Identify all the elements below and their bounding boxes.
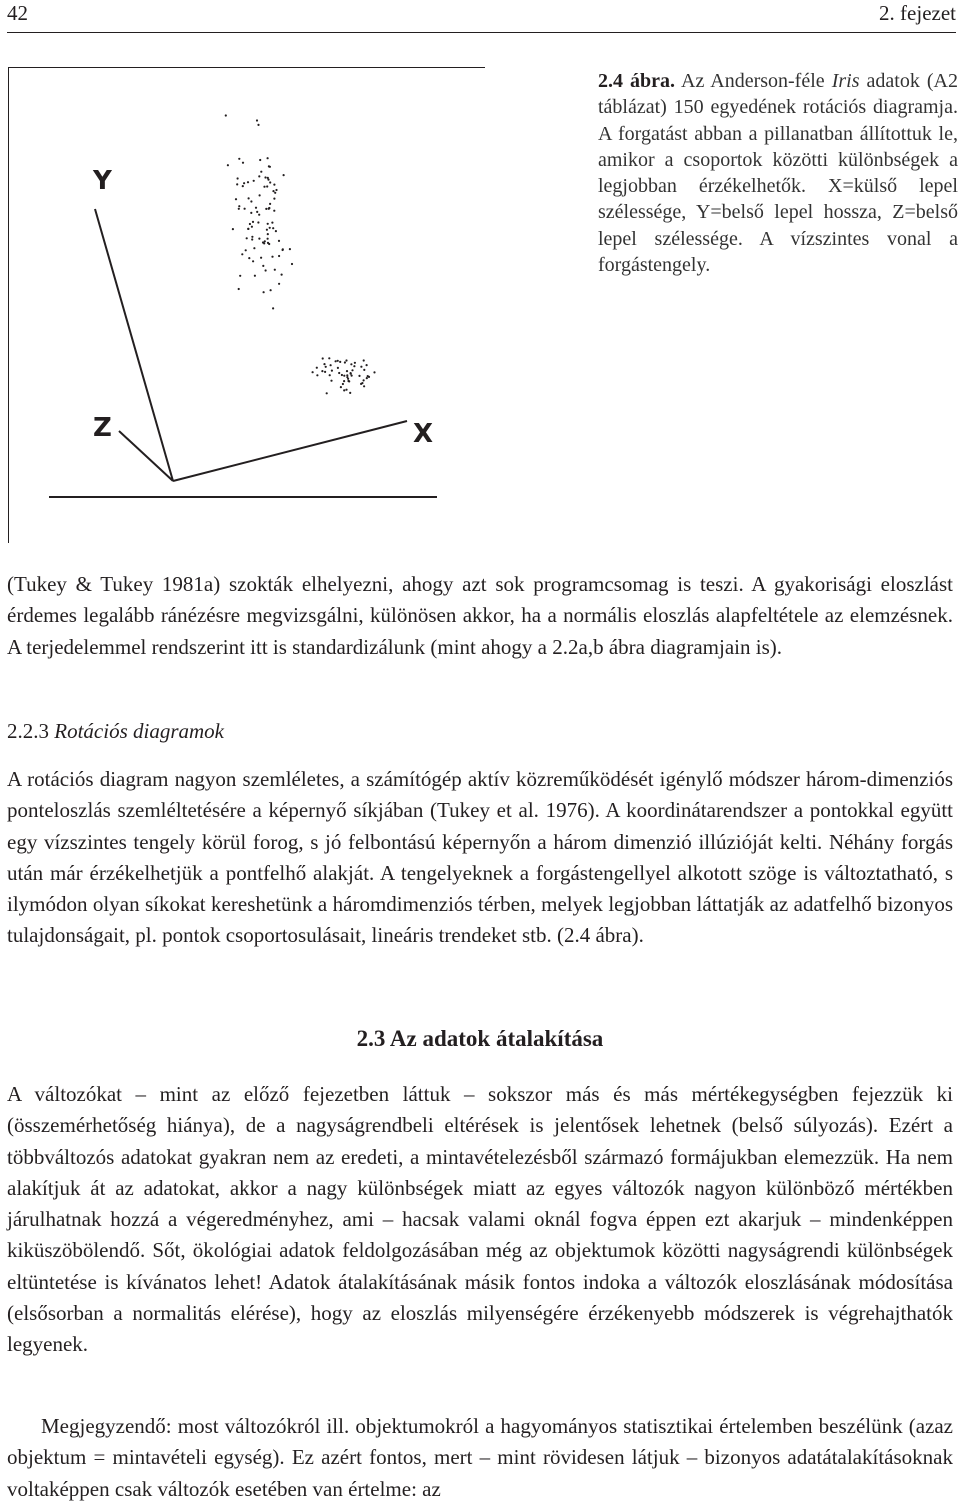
scatter-point: [274, 192, 276, 194]
scatter-point: [351, 369, 353, 371]
scatter-point: [243, 182, 245, 184]
scatter-point: [258, 175, 260, 177]
caption-label: 2.4 ábra.: [598, 70, 676, 92]
scatter-point: [238, 158, 240, 160]
scatter-point: [316, 374, 318, 376]
scatter-point: [335, 360, 337, 362]
scatter-point: [272, 307, 274, 309]
scatter-point: [328, 357, 330, 359]
scatter-point: [266, 185, 268, 187]
x-axis-line: [173, 421, 407, 481]
scatter-point: [265, 208, 267, 210]
subsection-heading: [7, 719, 224, 744]
scatter-point: [350, 363, 352, 365]
subsection-number: 2.2.3: [7, 719, 49, 743]
point-cloud-lower: [312, 357, 376, 394]
scatter-point: [242, 185, 244, 187]
scatter-point: [331, 370, 333, 372]
scatter-point: [358, 375, 360, 377]
scatter-point: [264, 240, 266, 242]
scatter-point: [251, 236, 253, 238]
scatter-point: [250, 212, 252, 214]
scatter-point: [281, 274, 283, 276]
axis-label-x: X: [413, 419, 434, 449]
paragraph-rotation: A rotációs diagram nagyon szemléletes, a számítógép aktív közreműködését igénylő módszer három-dimenziós ponteloszlás szemléltetésére a képernyő síkjában (Tukey et al. 1976). A koordinátarendszer a pontokkal együtt egy vízszintes tengely körül forog, s jó felbontású képernyőn a három dimenzió illúzióját kelti. Néhány forgás után már érzékelhetjük a pontfelhő alakját. A tengelyeknek a forgástengellyel alkotott szöge is változtatható, s ilymódon olyan síkokat kereshetünk a háromdimenziós térben, melyek legjobban láttatják az adatfelhő bizonyos tulajdonságait, pl. pontok csoportosulásait, lineáris trendeket stb. (2.4 ábra).: [7, 767, 953, 948]
axis-label-y: Y: [93, 166, 112, 196]
scatter-point: [341, 374, 343, 376]
scatter-point: [258, 238, 260, 240]
scatter-point: [339, 361, 341, 363]
caption-text-rest: adatok (A2 táblázat) 150 egyedének rotációs diagramja. A forgatást abban a pillanatban állítottuk le, amikor a csoportok közötti különbségek a legjobban érzékelhetők. X=külső lepel szélessége, Y=belső lepel hossza, Z=belső lepel szélessége. A vízszintes vonal a forgástengely.: [598, 70, 959, 277]
scatter-point: [269, 181, 271, 183]
scatter-point: [256, 211, 258, 213]
scatter-point: [268, 243, 270, 245]
scatter-point: [271, 222, 273, 224]
scatter-point: [246, 237, 248, 239]
scatter-point: [225, 114, 227, 116]
scatter-point: [345, 389, 347, 391]
subsection-title: Rotációs diagramok: [54, 719, 224, 743]
scatter-point: [269, 203, 271, 205]
scatter-point: [262, 265, 264, 267]
figure-caption: [598, 68, 958, 278]
scatter-point: [265, 269, 267, 271]
scatter-point: [345, 359, 347, 361]
scatter-point: [340, 386, 342, 388]
scatter-point: [239, 275, 241, 277]
scatter-point: [270, 289, 272, 291]
scatter-point: [342, 383, 344, 385]
scatter-point: [267, 177, 269, 179]
scatter-point: [251, 226, 253, 228]
scatter-point: [257, 221, 259, 223]
scatter-point: [322, 357, 324, 359]
scatter-point: [361, 382, 363, 384]
scatter-point: [338, 372, 340, 374]
scatter-point: [344, 361, 346, 363]
scatter-point: [259, 159, 261, 161]
scatter-point: [255, 207, 257, 209]
scatter-point: [273, 198, 275, 200]
scatter-point: [278, 283, 280, 285]
scatter-point: [264, 176, 266, 178]
scatter-point: [260, 171, 262, 173]
scatter-point: [278, 255, 280, 257]
scatter-point: [323, 363, 325, 365]
scatter-point: [257, 124, 259, 126]
scatter-point: [227, 164, 229, 166]
scatter-point: [351, 375, 353, 377]
scatter-point: [343, 375, 345, 377]
scatter-point: [366, 377, 368, 379]
scatter-point: [346, 370, 348, 372]
scatter-point: [232, 228, 234, 230]
scatter-point: [267, 233, 269, 235]
scatter-point: [251, 238, 253, 240]
rotation-diagram: [9, 68, 485, 543]
scatter-point: [248, 197, 250, 199]
scatter-point: [363, 379, 365, 381]
section-heading: 2.3 Az adatok átalakítása: [356, 1026, 604, 1051]
scatter-point: [271, 256, 273, 258]
scatter-point: [245, 249, 247, 251]
scatter-point: [347, 380, 349, 382]
scatter-point: [312, 371, 314, 373]
scatter-point: [248, 257, 250, 259]
scatter-point: [343, 389, 345, 391]
scatter-point: [263, 186, 265, 188]
scatter-point: [269, 227, 271, 229]
scatter-point: [353, 365, 355, 367]
page-number: 42: [7, 1, 28, 25]
scatter-point: [330, 380, 332, 382]
scatter-point: [237, 177, 239, 179]
scatter-point: [266, 229, 268, 231]
scatter-point: [321, 370, 323, 372]
scatter-point: [241, 253, 243, 255]
scatter-point: [368, 376, 370, 378]
scatter-point: [282, 248, 284, 250]
scatter-point: [349, 392, 351, 394]
scatter-point: [346, 376, 348, 378]
chapter-label: 2. fejezet: [879, 1, 956, 25]
caption-italic-term: Iris: [831, 70, 860, 92]
scatter-point: [289, 248, 291, 250]
scatter-point: [263, 291, 265, 293]
scatter-point: [267, 238, 269, 240]
scatter-point: [259, 194, 261, 196]
scatter-point: [252, 221, 254, 223]
rotation-diagram-figure: [8, 67, 485, 543]
scatter-point: [247, 181, 249, 183]
axis-label-z: Z: [93, 413, 112, 443]
scatter-point: [258, 214, 260, 216]
paragraph-note: Megjegyzendő: most változókról ill. objektumokról a hagyományos statisztikai értelemben beszélünk (azaz objektum = mintavételi egység). Ez azért fontos, mert – mint rövidesen látjuk – bizonyos adatátalakításoknak voltaképpen csak változók esetében van értelme: az: [7, 1414, 953, 1501]
scatter-point: [373, 371, 375, 373]
point-cloud-upper: [225, 114, 293, 309]
caption-text-start: Az Anderson-féle: [681, 70, 825, 92]
scatter-point: [262, 241, 264, 243]
scatter-point: [330, 364, 332, 366]
scatter-point: [360, 366, 362, 368]
scatter-point: [273, 184, 275, 186]
scatter-point: [275, 230, 277, 232]
scatter-point: [260, 257, 262, 259]
scatter-point: [242, 162, 244, 164]
scatter-point: [275, 189, 277, 191]
scatter-point: [366, 364, 368, 366]
scatter-point: [337, 360, 339, 362]
scatter-point: [343, 380, 345, 382]
scatter-point: [236, 183, 238, 185]
scatter-point: [254, 275, 256, 277]
scatter-point: [272, 190, 274, 192]
scatter-point: [267, 223, 269, 225]
scatter-point: [329, 374, 331, 376]
scatter-point: [249, 223, 251, 225]
scatter-point: [235, 198, 237, 200]
scatter-point: [272, 227, 274, 229]
scatter-point: [253, 180, 255, 182]
scatter-point: [267, 157, 269, 159]
scatter-point: [326, 392, 328, 394]
scatter-point: [283, 174, 285, 176]
scatter-point: [252, 260, 254, 262]
scatter-point: [363, 385, 365, 387]
scatter-point: [273, 210, 275, 212]
running-header: [7, 0, 956, 33]
scatter-point: [268, 208, 270, 210]
scatter-point: [350, 372, 352, 374]
scatter-point: [238, 205, 240, 207]
scatter-point: [363, 359, 365, 361]
scatter-point: [244, 208, 246, 210]
paragraph-tukey: (Tukey & Tukey 1981a) szokták elhelyezni, ahogy azt sok programcsomag is teszi. A gyakorisági eloszlást érdemes legalább ránézésre megvizsgálni, különösen akkor, ha a normális eloszlás alapfeltétele az elemzésnek. A terjedelemmel rendszerint itt is standardizálunk (mint ahogy a 2.2a,b ábra diagramjain is).: [7, 572, 953, 659]
scatter-point: [274, 269, 276, 271]
scatter-point: [250, 200, 252, 202]
scatter-point: [316, 367, 318, 369]
scatter-point: [238, 288, 240, 290]
scatter-point: [253, 247, 255, 249]
scatter-point: [337, 367, 339, 369]
scatter-point: [291, 263, 293, 265]
paragraph-transform: A változókat – mint az előző fejezetben láttuk – sokszor más és más mértékegységben fejezzük ki (összemérhetőség hiánya), de a nagyságrendbeli eltérések is jelentősek lehetnek (belső súlyozás). Ezért a többváltozós adatokat gyakran nem az eredeti, a mintavételezésből származó formájukban elemezzük. Ha nem alakítjuk át az adatokat, akkor a nagy különbségek miatt az egyes változók nagyon különböző mértékben járulhatnak hozzá a végeredményhez, ami – hacsak valami oknál fogva éppen ezt akarjuk – mindenképpen kiküszöbölendő. Sőt, ökológiai adatok feldolgozásában még az objektumok közötti nagyságrendi különbségek eltüntetése is kívánatos lehet! Adatok átalakításának másik fontos indoka a változók eloszlásának módosítása (elsősorban a normalitás elérése), hogy az eloszlás milyenségére érzékenyebb módszerek is végrehajthatók legyenek.: [7, 1082, 953, 1357]
scatter-point: [325, 366, 327, 368]
scatter-point: [363, 369, 365, 371]
scatter-point: [278, 240, 280, 242]
scatter-point: [354, 362, 356, 364]
scatter-point: [256, 119, 258, 121]
scatter-point: [324, 371, 326, 373]
scatter-point: [247, 228, 249, 230]
scatter-point: [238, 208, 240, 210]
scatter-point: [269, 166, 271, 168]
